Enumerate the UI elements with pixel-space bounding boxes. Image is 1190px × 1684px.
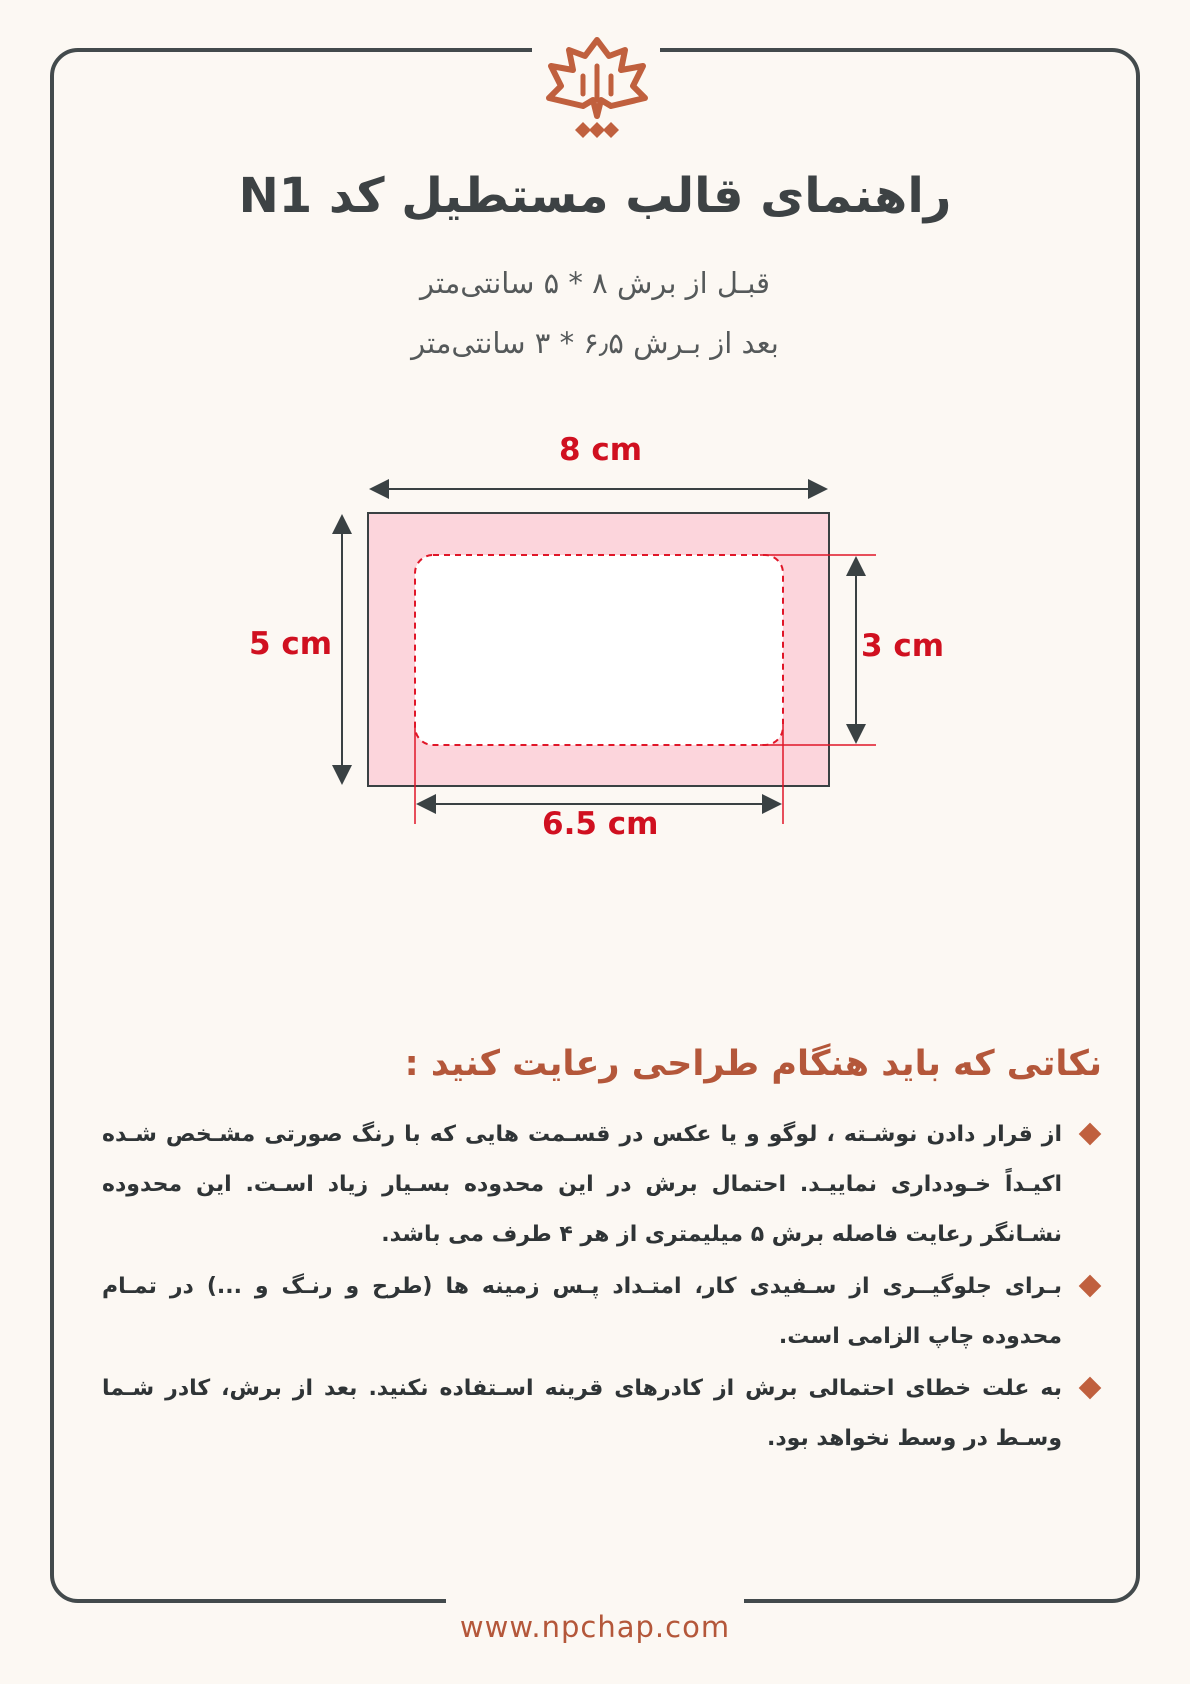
size-after-cut: بعد از بـرش ۶٫۵ * ۳ سانتی‌متر <box>411 326 779 360</box>
outer-width-label: 8 cm <box>559 432 643 468</box>
diamond-bullet-icon <box>1079 1275 1102 1298</box>
maple-leaf-logo-icon <box>545 36 649 144</box>
note-item <box>102 1110 1102 1260</box>
note-item <box>102 1262 1102 1362</box>
template-diagram <box>0 432 1190 842</box>
note-text: بـرای جلوگیــری از سـفیدی کار، امتـداد پـس زمینه ها (طرح و رنـگ و ...) در تمـام محدوده چاپ الزامی است. <box>102 1274 1062 1349</box>
safe-area <box>415 555 783 745</box>
notes-heading: نکاتی که باید هنگام طراحی رعایت کنید : <box>404 1044 1102 1084</box>
notes-list <box>102 1110 1102 1466</box>
outer-height-label: 5 cm <box>249 626 333 662</box>
note-item <box>102 1364 1102 1464</box>
note-text: از قرار دادن نوشـته ، لوگو و یا عکس در قسـمت هایی که با رنگ صورتی مشـخص شـده اکیـداً خـودداری نماییـد. احتمال برش در این محدوده بسـیار زیاد اسـت. این محدوده نشـانگر رعایت فاصله برش ۵ میلیمتری از هر ۴ طرف می باشد. <box>102 1122 1062 1247</box>
inner-height-label: 3 cm <box>861 628 945 664</box>
inner-width-label: 6.5 cm <box>542 806 659 842</box>
diamond-bullet-icon <box>1079 1377 1102 1400</box>
diamond-bullet-icon <box>1079 1123 1102 1146</box>
note-text: به علت خطای احتمالی برش از کادرهای قرینه اسـتفاده نکنید. بعد از برش، کادر شـما وسـط در وسط نخواهد بود. <box>102 1376 1062 1451</box>
size-before-cut: قبـل از برش ۸ * ۵ سانتی‌متر <box>420 266 770 300</box>
page-title: راهنمای قالب مستطیل کد N1 <box>238 168 952 224</box>
dimension-diagram <box>0 440 1190 840</box>
website-link[interactable]: www.npchap.com <box>459 1610 731 1644</box>
